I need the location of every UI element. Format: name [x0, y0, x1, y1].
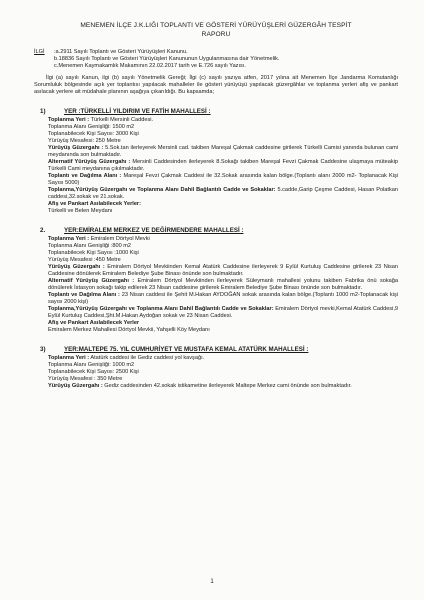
- section-body: [34, 236, 398, 334]
- section-heading: [34, 108, 398, 115]
- section-body: [34, 117, 398, 215]
- march-route: Yürüyüş Güzergahı : Emiralem Dörtyol Mevkiinden Kemal Atatürk Caddesine ilerleyerek 9 Eylül Kurtuluş Caddesine girilerek 23 Nisan Caddesine dönülerek Emiralem Belediye Şube Binası önünde son bulmaktadır.: [48, 264, 399, 277]
- section-number: 3): [40, 346, 46, 353]
- poster-places: Türkelli ve Belen Meydanı: [48, 208, 113, 214]
- area-size: Toplanma Alanı Genişliği :800 m2: [48, 243, 132, 249]
- section-1: [34, 108, 398, 215]
- alternative-route: Alternatif Yürüyüş Güzergahı : Emiralem Dörtyol Mevkiinden ilerleyerek Süleymanlı mahallesi yolunu takiben Fabrika önü sokağa dönülerek İstasyon sokağı takip edilerek 23 Nisan caddesine girilerek Emiralem Belediye Şube Binası önünde son bulmaktadır.: [48, 278, 398, 291]
- section-3: [34, 346, 398, 390]
- reference-item-b: b.18836 Sayılı Toplantı ve Gösteri Yürüyüşleri Kanununun Uygulanmasına dair Yönetmelik.: [54, 56, 280, 62]
- section-title: YER:MALTEPE 75. YIL CUMHURİYET VE MUSTAFA KEMAL ATATÜRK MAHALLESİ :: [64, 346, 309, 353]
- section-title: YER :TÜRKELLİ YILDIRIM VE FATİH MAHALLESİ :: [64, 108, 211, 115]
- reference-label: İLGİ: [34, 49, 45, 55]
- title-line-2: RAPORU: [201, 30, 231, 38]
- gathering-place: Toplanma Yeri : Emiralem Dörtyol Mevki: [48, 236, 150, 242]
- page-number: 1: [210, 579, 214, 585]
- report-title: [34, 22, 398, 39]
- section-title: YER:EMİRALEM MERKEZ VE DEĞİRMENDERE MAHALLESİ :: [64, 227, 244, 234]
- dispersal-area: Toplantı ve Dağılma Alanı : Mareşal Fevzi Çakmak Caddesi ile 32.Sokak arasında kalan bölge.(Toplantı alanı 2000 m2- Toplanacak Kişi Sayısı 5000): [48, 173, 398, 186]
- section-2: [34, 227, 398, 334]
- capacity: Toplanabilecek Kişi Sayısı: 3000 Kişi: [48, 131, 139, 137]
- section-heading: [34, 227, 398, 234]
- march-route: Yürüyüş Güzergahı : 5.Sok.tan ilerleyerek Mersinli cad. takiben Mareşal Çakmak caddesine girilerek Türkelli Camisi yanında bulunan cami meydanında son bulmaktadır.: [48, 145, 398, 158]
- reference-item-a: :a.2911 Sayılı Toplantı ve Gösteri Yürüyüşleri Kanunu.: [54, 49, 188, 55]
- connected-streets: Toplanma,Yürüyüş Güzergahı ve Toplanma Alanı Dahil Bağlantılı Cadde ve Sokaklar: Emiralem Dörtyol mevki,Kemal Atatürk Caddesi,9 Eylül Kurtuluş Caddesi,Şht.M.Hakan Aydoğan sokak ve 23 Nisan Caddesi.: [48, 306, 399, 319]
- reference-items: [54, 49, 279, 70]
- march-distance: Yürüyüş Mesafesi: 250 Metre: [48, 138, 121, 144]
- march-route: Yürüyüş Güzergahı : Gediz caddesinden 42.sokak istikametine ilerleyerek Maltepe Merkez cami önünde son bulmaktadır.: [48, 383, 352, 389]
- capacity: Toplanabilecek Kişi Sayısı: 2500 Kişi: [48, 369, 139, 375]
- poster-places-label: Afiş ve Pankart Asılabilecek Yerler: [48, 320, 140, 326]
- gathering-place: Toplanma Yeri : Türkelli Mersinli Caddesi.: [48, 117, 154, 123]
- march-distance: Yürüyüş Mesafesi : 350 Metre: [48, 376, 123, 382]
- capacity: Toplanabilecek Kişi Sayısı :1000 Kişi: [48, 250, 139, 256]
- alternative-route: Alternatif Yürüyüş Güzergahı : Mersinli Caddesinden ilerleyerek 8.Sokağı takiben Mareşal Fevzi Çakmak Caddesine ulaşmaya müteakip Türkelli Cami meydanına çıkılmaktadır.: [48, 159, 398, 172]
- march-distance: Yürüyüş Mesafesi :450 Metre: [48, 257, 121, 263]
- area-size: Toplanma Alanı Genişliği: 1500 m2: [48, 124, 135, 130]
- reference-item-c: c.Menemen Kaymakamlık Makamının 22.02.2017 tarih ve E.726 sayılı Yazısı.: [54, 63, 246, 69]
- poster-places: Emiralem Merkez Mahallesi Dörtyol Mevkii, Yahşelli Köy Meydanı: [48, 327, 210, 333]
- gathering-place: Toplanma Yeri : Atatürk caddesi ile Gediz caddesi yol kavşağı.: [48, 355, 205, 361]
- dispersal-area: Toplantı ve Dağılma Alanı : 23 Nisan caddesi ile Şehit M.Hakan AYDOĞAN sokak arasında kalan bölge.(Toplantı 1000 m2-Toplanacak kişi sayısı 2000 kişi): [48, 292, 398, 305]
- reference-block: [34, 49, 398, 70]
- section-body: [34, 355, 398, 390]
- title-line-1: MENEMEN İLÇE J.K.LIĞI TOPLANTI VE GÖSTERİ YÜRÜYÜŞLERİ GÜZERGÂH TESPİT: [80, 22, 352, 29]
- area-size: Toplanma Alanı Genişliği: 1000 m2: [48, 362, 135, 368]
- section-number: 1): [40, 108, 46, 115]
- section-heading: [34, 346, 398, 353]
- section-number: 2.: [40, 227, 46, 234]
- poster-places-label: Afiş ve Pankart Asılabilecek Yerler:: [48, 201, 141, 207]
- intro-paragraph: İlgi (a) sayılı Kanun, ilgi (b) sayılı Yönetmelik Gereği; İlgi (c) sayılı yazıya atfen, 2017 yılına ait Menemen İlçe Jandarma Komutanlığı Sorumluluk bölgesinde açık yer toplantısı yapılacak mahalleler ile gösteri yürüyüşü yapılacak güzergâhlar ve toplanma yerleri afiş ve pankart asılacak yerlere ait müdahale planının aşağıya çıkarıldığı. Bu kapsamda;: [34, 75, 398, 95]
- connected-streets: Toplanma,Yürüyüş Güzergahı ve Toplanma Alanı Dahil Bağlantılı Cadde ve Sokaklar: 5.cadde,Garip Çeşme Caddesi, Hasan Polatkan caddesi,32.sokak ve 21.sokak.: [48, 187, 398, 200]
